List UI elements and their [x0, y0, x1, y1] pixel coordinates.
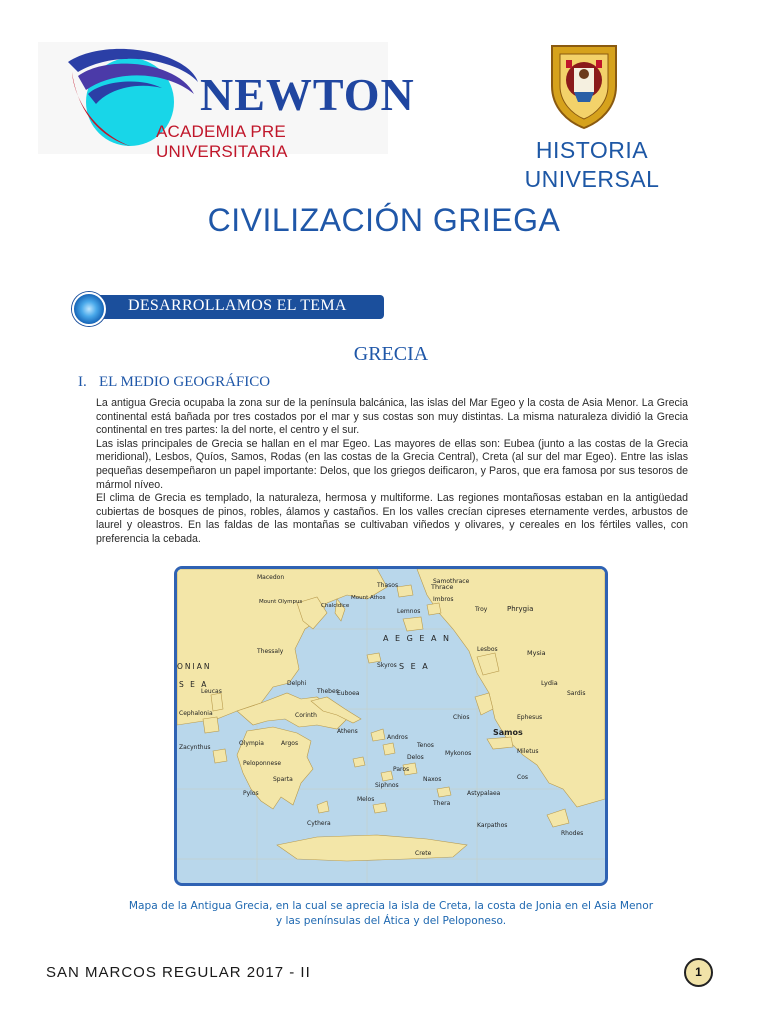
logo-subtitle: ACADEMIA PRE UNIVERSITARIA [156, 122, 288, 161]
map-label-mykonos: Mykonos [445, 750, 472, 757]
map-caption-line1: Mapa de la Antigua Grecia, en la cual se aprecia la isla de Creta, la costa de Jonia en el Asia Menor [128, 900, 654, 912]
map-label-macedon: Macedon [257, 574, 285, 581]
map-label-crete: Crete [415, 850, 432, 857]
map-label-ionian: ONIAN [177, 662, 212, 671]
map-label-argos: Argos [281, 740, 299, 747]
map-label-ephesus: Ephesus [517, 714, 543, 721]
map-label-sardis: Sardis [567, 690, 586, 697]
body-text [96, 397, 688, 547]
map-label-cythera: Cythera [307, 820, 331, 827]
map-label-aegean: A E G E A N [383, 634, 451, 643]
map-label-zacynthus: Zacynthus [179, 744, 211, 751]
section-banner [72, 292, 384, 322]
map-label-astypalaea: Astypalaea [467, 790, 501, 797]
map-label-sea: S E A [399, 662, 430, 671]
course-title-line2: UNIVERSAL [524, 166, 660, 192]
paragraph: La antigua Grecia ocupaba la zona sur de la península balcánica, las islas del Mar Egeo y la costa de Asia Menor. La Grecia continental está bañada por tres costados por el mar y sus costas son muy distintas. La misma naturaleza dividió la Grecia continental en tres partes: la del norte, el centro y el sur. [96, 397, 688, 437]
map-label-troy: Troy [475, 606, 488, 613]
page-number: 1 [684, 958, 713, 987]
map-label-thasos: Thasos [377, 582, 399, 589]
map-label-mount-olympus: Mount Olympus [259, 599, 303, 605]
map-label-samothrace: Samothrace [433, 578, 470, 585]
subsection-heading [78, 374, 270, 391]
map-label-cephalonia: Cephalonia [179, 710, 213, 717]
map-image [177, 569, 605, 883]
map-label-ionian-sea: S E A [179, 680, 209, 689]
subsection-title: EL MEDIO GEOGRÁFICO [99, 374, 271, 390]
map-label-miletus: Miletus [517, 748, 539, 755]
map-label-lemnos: Lemnos [397, 608, 421, 615]
map-caption-line2: y las penínsulas del Ática y del Peloponeso. [275, 915, 507, 927]
map-label-corinth: Corinth [295, 712, 317, 719]
map-label-thrace: Thrace [431, 583, 454, 591]
map-label-lesbos: Lesbos [477, 646, 498, 653]
map-label-imbros: Imbros [433, 596, 454, 603]
map-label-delphi: Delphi [287, 680, 307, 687]
map-caption [0, 899, 768, 929]
map-label-thessaly: Thessaly [257, 648, 284, 655]
map-label-melos: Melos [357, 796, 375, 803]
map-label-andros: Andros [387, 734, 408, 741]
map-label-naxos: Naxos [423, 776, 442, 783]
map-label-karpathos: Karpathos [477, 822, 508, 829]
banner-bullet-icon [72, 292, 106, 326]
footer-label: SAN MARCOS REGULAR 2017 - II [46, 964, 311, 981]
map-label-pylos: Pylos [243, 790, 259, 797]
map-label-thebes: Thebes [317, 688, 339, 695]
course-title-line1: HISTORIA [535, 137, 649, 163]
map-label-lydia: Lydia [541, 679, 558, 687]
map-label-paros: Paros [393, 766, 410, 773]
subsection-number: I. [78, 374, 87, 390]
ancient-greece-map [174, 566, 608, 886]
map-label-chios: Chios [453, 714, 470, 721]
university-seal-icon [544, 42, 624, 132]
map-label-chalcidice: Chalcidice [321, 603, 350, 609]
map-label-skyros: Skyros [377, 662, 397, 669]
academy-logo [38, 42, 415, 161]
map-label-phrygia: Phrygia [507, 605, 534, 613]
map-label-peloponnese: Peloponnese [243, 760, 282, 767]
logo-name: NEWTON [200, 69, 415, 120]
map-label-siphnos: Siphnos [375, 782, 399, 789]
paragraph: Las islas principales de Grecia se hallan en el mar Egeo. Las mayores de ellas son: Eubea (junto a las costas de la Grecia meridional), Lesbos, Quíos, Samos, Rodas (en las costas de la Grecia Central), Creta (al sur del mar Egeo). Entre las islas pequeñas desempeñaron un papel importante: Delos, que los griegos deificaron, y Paros, que era famosa por sus tesoros de mármol níveo. [96, 437, 688, 491]
map-label-tenos: Tenos [417, 742, 434, 749]
map-label-delos: Delos [407, 754, 424, 761]
map-label-samos: Samos [493, 728, 523, 737]
paragraph: El clima de Grecia es templado, la naturaleza, hermosa y multiforme. Las regiones montañosas estaban en la antigüedad cubiertas de bosques de pinos, robles, álamos y castaños. En los valles crecían cipreses eternamente verdes, arbustos de laurel y oleastros. En las faldas de las montañas se cultivaban viñedos y olivares, y cereales en los fértiles valles, con preferencia la cebada. [96, 492, 688, 545]
map-label-olympia: Olympia [239, 740, 264, 747]
section-title: GRECIA [353, 343, 429, 365]
banner-label: DESARROLLAMOS EL TEMA [128, 297, 347, 314]
map-label-rhodes: Rhodes [561, 830, 584, 837]
map-label-euboea: Euboea [337, 690, 360, 697]
page-title: CIVILIZACIÓN GRIEGA [207, 202, 561, 238]
map-label-sparta: Sparta [273, 776, 293, 783]
map-label-mount-athos: Mount Athos [351, 595, 386, 601]
map-label-cos: Cos [517, 774, 528, 781]
course-title [494, 136, 690, 194]
map-label-leucas: Leucas [201, 688, 222, 695]
map-label-thera: Thera [433, 800, 451, 807]
map-label-mysia: Mysia [527, 649, 546, 657]
map-label-athens: Athens [337, 728, 358, 735]
